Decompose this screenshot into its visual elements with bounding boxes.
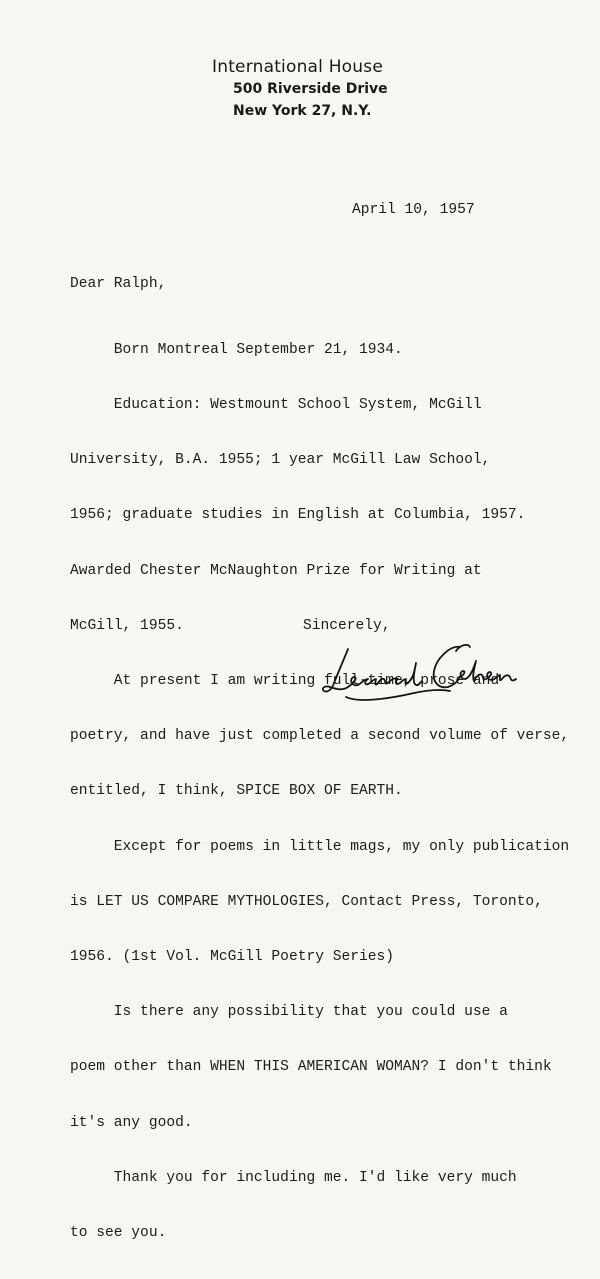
body-line: to see you.: [70, 1225, 167, 1242]
letter-body: [70, 304, 569, 1279]
closing: Sincerely,: [303, 618, 391, 634]
letterhead-name: International House: [212, 57, 383, 77]
body-line: Born Montreal September 21, 1934.: [70, 341, 403, 358]
body-line: poetry, and have just completed a second volume of verse,: [70, 728, 570, 745]
body-line: Awarded Chester McNaughton Prize for Writing at: [70, 562, 482, 579]
body-line: Is there any possibility that you could use a: [70, 1004, 508, 1021]
body-line: Except for poems in little mags, my only publication: [70, 838, 570, 855]
letterhead-city: New York 27, N.Y.: [233, 103, 372, 119]
body-line: University, B.A. 1955; 1 year McGill Law School,: [70, 452, 491, 469]
body-line: is LET US COMPARE MYTHOLOGIES, Contact Press, Toronto,: [70, 893, 543, 910]
body-line: it's any good.: [70, 1114, 193, 1131]
body-line: Thank you for including me. I'd like very much: [70, 1169, 517, 1186]
handwritten-signature: [318, 637, 528, 709]
body-line: McGill, 1955.: [70, 617, 184, 634]
body-line: At present I am writing full-time, prose and: [70, 673, 500, 690]
salutation: Dear Ralph,: [70, 276, 167, 292]
letter-date: April 10, 1957: [352, 202, 475, 218]
body-line: entitled, I think, SPICE BOX OF EARTH.: [70, 783, 403, 800]
body-line: 1956; graduate studies in English at Columbia, 1957.: [70, 507, 526, 524]
body-line: Education: Westmount School System, McGill: [70, 397, 482, 414]
body-line: 1956. (1st Vol. McGill Poetry Series): [70, 949, 395, 966]
body-line: poem other than WHEN THIS AMERICAN WOMAN? I don't think: [70, 1059, 552, 1076]
letterhead-address: 500 Riverside Drive: [233, 81, 388, 97]
letterhead: [212, 56, 388, 122]
